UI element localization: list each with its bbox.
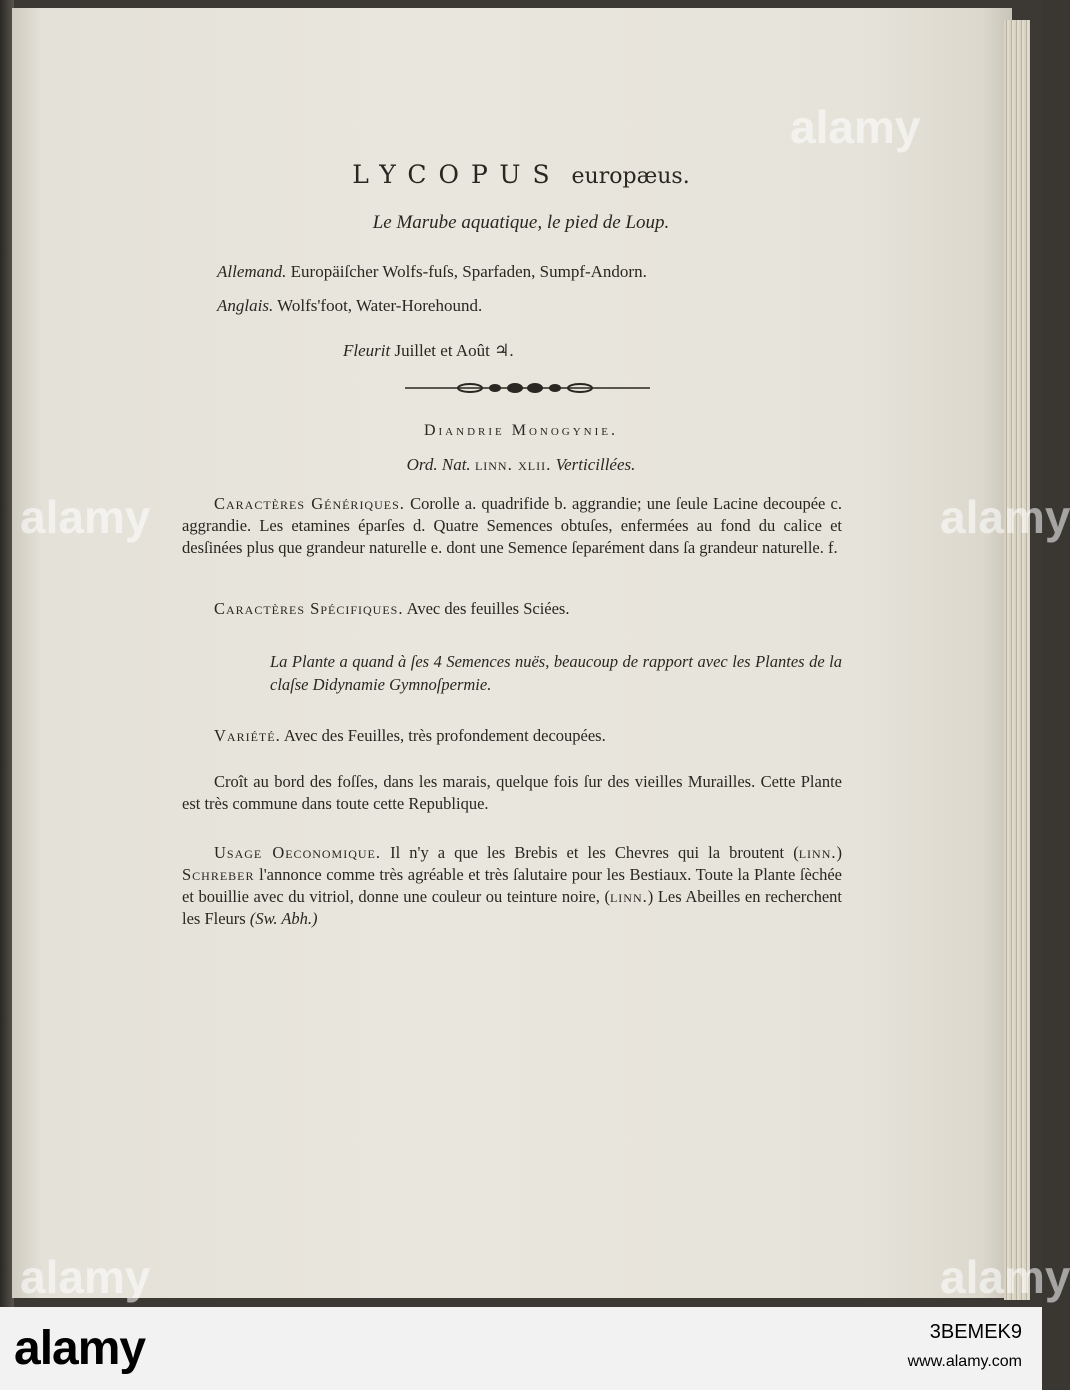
note-paragraph: La Plante a quand à ſes 4 Semences nuës, beaucoup de rapport avec les Plantes de la claſse Didynamie Gymnoſpermie. (270, 652, 842, 694)
ornament-divider (405, 378, 650, 398)
specific-label: Caractères Spécifiques. (214, 599, 404, 618)
usage-text-3: l'annonce comme très agréable et très ſalutaire pour les Bestiaux. Toute la Plante ſèchée et bouillie avec du vitriol, donne une couleur ou teinture noire, ( (182, 865, 842, 906)
common-name: Le Marube aquatique, le pied de Loup. (372, 212, 670, 233)
watermark-overlay: alamy (790, 101, 921, 153)
title-species: europæus. (571, 164, 690, 189)
alamy-logo: alamy (14, 1322, 146, 1375)
variety-text: Avec des Feuilles, très profondement decoupées. (283, 726, 606, 745)
ord-label: Ord. Nat. (406, 455, 471, 474)
page-title (0, 160, 1042, 189)
flowering-line (343, 341, 514, 361)
german-label: Allemand. (217, 262, 287, 281)
watermark-overlay: alamy (940, 491, 1070, 543)
generic-characters (182, 493, 842, 559)
german-text: Europäiſcher Wolfs-fuſs, Sparfaden, Sumpf-Andorn. (290, 262, 647, 281)
natural-order (0, 455, 1042, 475)
watermark-overlay: alamy (940, 1251, 1070, 1303)
class-heading: Diandrie Monogynie. (423, 422, 619, 439)
flowering-text: Juillet et Août ♃. (394, 341, 514, 360)
usage-schreber: Schreber (182, 865, 255, 884)
watermark-overlay: alamy (20, 1251, 151, 1303)
german-name (217, 262, 647, 282)
usage-label: Usage Oeconomique. (214, 843, 382, 862)
variety-label: Variété. (214, 726, 281, 745)
ord-linn: linn. xlii. (474, 455, 552, 474)
usage-linn-2: linn. (609, 887, 648, 906)
specific-text: Avec des feuilles Sciées. (406, 599, 570, 618)
usage-paragraph (182, 842, 842, 930)
english-label: Anglais. (217, 296, 274, 315)
title-genus: LYCOPUS (352, 160, 562, 189)
stock-url: www.alamy.com (907, 1353, 1022, 1370)
english-text: Wolfs'foot, Water-Horehound. (277, 296, 483, 315)
flowering-label: Fleurit (343, 341, 391, 360)
specific-characters (182, 598, 842, 620)
ord-name: Verticillées. (555, 455, 636, 474)
usage-linn-1: linn. (798, 843, 837, 862)
image-id: 3BEMEK9 (929, 1321, 1022, 1343)
usage-ref: (Sw. Abh.) (249, 909, 318, 928)
generic-text: Corolle a. quadrifide b. aggrandie; une ſeule Lacine decoupée c. aggrandie. Les etamines éparſes d. Quatre Semences obtuſes, enfermées au fond du calice et desſinées plus que grandeur naturelle e. dont une Semence ſeparément dans ſa grandeur naturelle. f. (182, 494, 842, 557)
english-name (217, 296, 482, 316)
stock-footer (0, 1307, 1042, 1390)
usage-text-4: ) Les Abeilles en recherchent les Fleurs (182, 887, 842, 928)
watermark-overlay: alamy (20, 491, 151, 543)
generic-label: Caractères Génériques. (214, 494, 405, 513)
usage-text-1: Il n'y a que les Brebis et les Chevres qui la broutent ( (390, 843, 799, 862)
variety-paragraph (182, 725, 842, 747)
usage-text-2: ) (836, 843, 842, 862)
habitat-paragraph: Croît au bord des foſſes, dans les marais, quelque fois ſur des vieilles Murailles. Cette Plante est très commune dans toute cette Republique. (182, 772, 842, 813)
